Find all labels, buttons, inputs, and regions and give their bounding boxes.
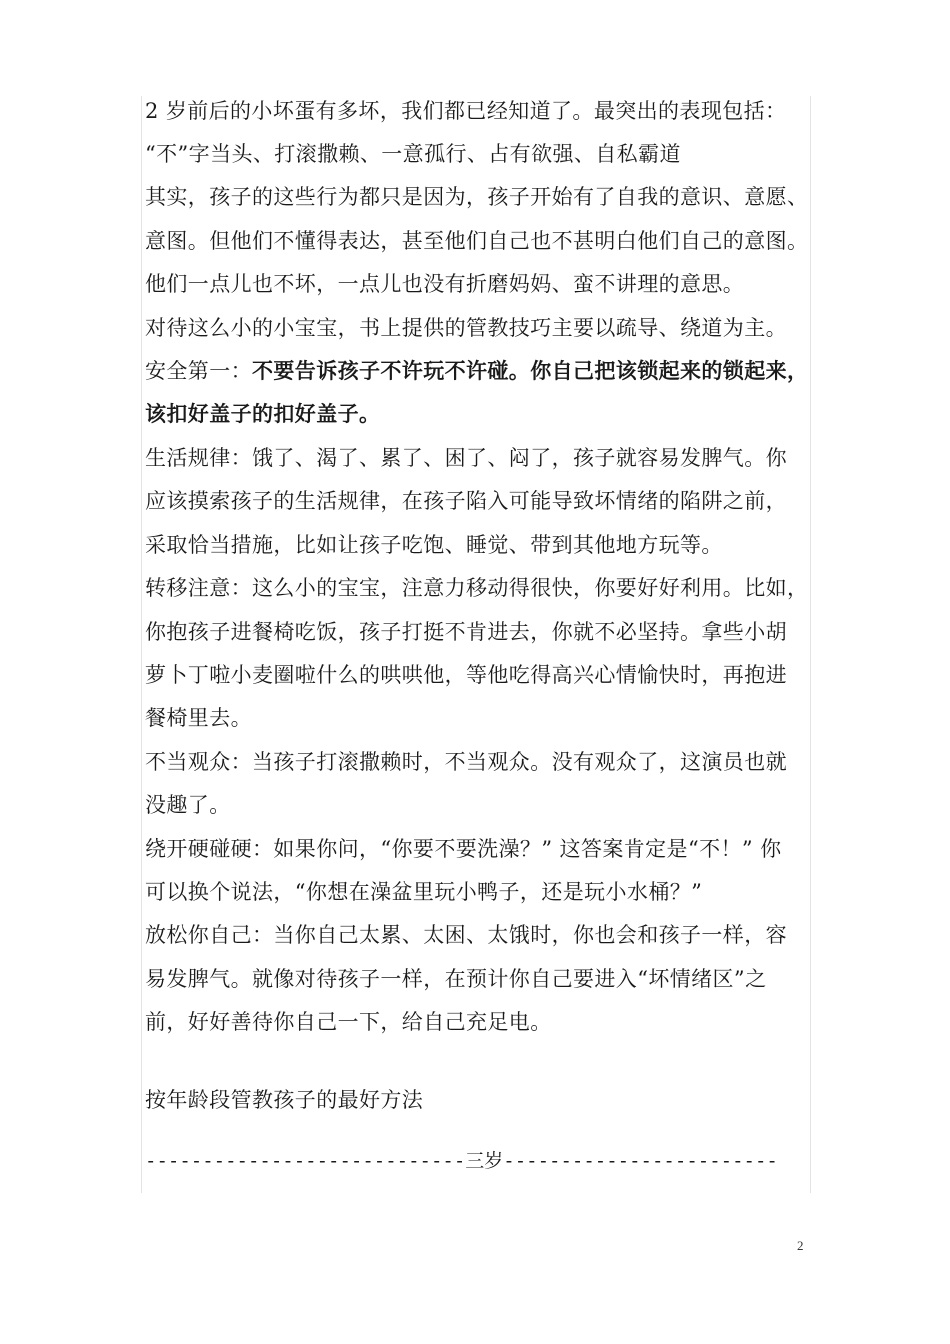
text-line: 放松你自己：当你自己太累、太困、太饿时，你也会和孩子一样，容 bbox=[145, 923, 787, 947]
text-line: 对待这么小的小宝宝，书上提供的管教技巧主要以疏导、绕道为主。 bbox=[145, 316, 787, 340]
text-line: 转移注意：这么小的宝宝，注意力移动得很快，你要好好利用。比如， bbox=[145, 576, 809, 600]
text-line: 绕开硬碰硬：如果你问，“你要不要洗澡？” 这答案肯定是“不！” 你 bbox=[145, 837, 782, 861]
text-line: “不”字当头、打滚撒赖、一意孤行、占有欲强、自私霸道 bbox=[145, 142, 681, 166]
safety-bold-text: 该扣好盖子的扣好盖子。 bbox=[145, 401, 381, 426]
text-line: 可以换个说法，“你想在澡盆里玩小鸭子，还是玩小水桶？” bbox=[145, 880, 703, 904]
section-divider: ----------------------------三岁------------------------ bbox=[145, 1150, 778, 1172]
text-line: 你抱孩子进餐椅吃饭，孩子打挺不肯进去，你就不必坚持。拿些小胡 bbox=[145, 620, 787, 644]
text-line: 易发脾气。就像对待孩子一样，在预计你自己要进入“坏情绪区”之 bbox=[145, 967, 767, 991]
text-line: 他们一点儿也不坏，一点儿也没有折磨妈妈、蛮不讲理的意思。 bbox=[145, 272, 745, 296]
text-line: 不当观众：当孩子打滚撒赖时，不当观众。没有观众了，这演员也就 bbox=[145, 750, 787, 774]
text-line: 2 岁前后的小坏蛋有多坏，我们都已经知道了。最突出的表现包括： bbox=[145, 99, 787, 123]
safety-line bbox=[145, 356, 808, 386]
text-line: 生活规律：饿了、渴了、累了、困了、闷了，孩子就容易发脾气。你 bbox=[145, 446, 787, 470]
text-line: 意图。但他们不懂得表达，甚至他们自己也不甚明白他们自己的意图。 bbox=[145, 229, 809, 253]
section-title: 按年龄段管教孩子的最好方法 bbox=[145, 1088, 424, 1112]
text-line: 前，好好善待你自己一下，给自己充足电。 bbox=[145, 1010, 552, 1034]
safety-bold-text: 不要告诉孩子不许玩不许碰。你自己把该锁起来的锁起来， bbox=[252, 358, 809, 383]
text-line: 餐椅里去。 bbox=[145, 706, 252, 730]
text-line: 其实，孩子的这些行为都只是因为，孩子开始有了自我的意识、意愿、 bbox=[145, 185, 809, 209]
text-line: 采取恰当措施，比如让孩子吃饱、睡觉、带到其他地方玩等。 bbox=[145, 533, 723, 557]
safety-label: 安全第一： bbox=[145, 359, 252, 383]
text-line: 没趣了。 bbox=[145, 793, 231, 817]
text-line: 萝卜丁啦小麦圈啦什么的哄哄他，等他吃得高兴心情愉快时，再抱进 bbox=[145, 663, 787, 687]
page-number: 2 bbox=[797, 1238, 804, 1253]
text-line: 应该摸索孩子的生活规律，在孩子陷入可能导致坏情绪的陷阱之前， bbox=[145, 489, 787, 513]
